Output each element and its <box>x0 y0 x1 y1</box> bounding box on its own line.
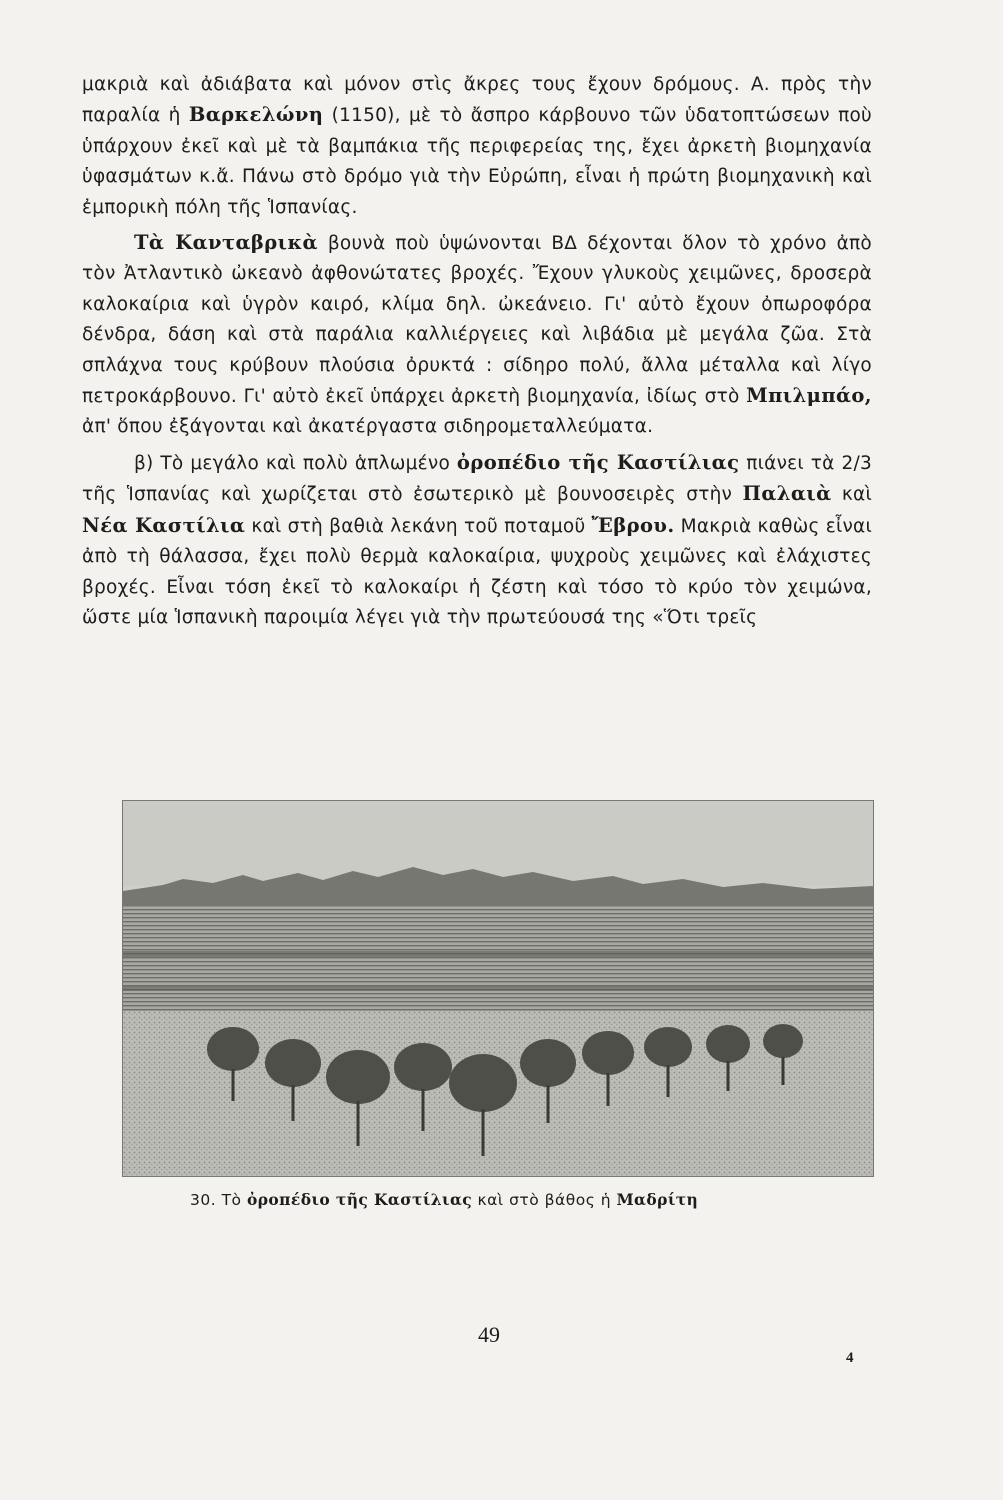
photo-caption: 30. Τὸ ὀροπέδιο τῆς Καστίλιας καὶ στὸ βάθος ἡ Μαδρίτη <box>190 1190 699 1209</box>
paragraph-cantabrian: Τὰ Κανταβρικὰ βουνὰ ποὺ ὑψώνονται ΒΔ δέχονται ὅλον τὸ χρόνο ἀπὸ τὸν Ἀτλαντικὸ ὠκεανὸ ἀφθονώτατες βροχές. Ἔχουν γλυκοὺς χειμῶνες, δροσερὰ καλοκαίρια καὶ ὑγρὸν καιρό, κλίμα δηλ. ὠκεάνειο. Γι' αὐτὸ ἔχουν ὀπωροφόρα δένδρα, δάση καὶ στὰ παράλια καλλιέργειες καὶ λιβάδια μὲ μεγάλα ζῶα. Στὰ σπλάχνα τους κρύβουν πλούσια ὀρυκτά : σίδηρο πολύ, ἄλλα μέταλλα καὶ λίγο πετροκάρβουνο. Γι' αὐτὸ ἐκεῖ ὑπάρχει ἀρκετὴ βιομηχανία, ἰδίως στὸ Μπιλμπάο, ἀπ' ὅπου ἐξάγονται καὶ ἀκατέργαστα σιδηρομεταλλεύματα. <box>82 231 872 438</box>
body-text <box>82 70 872 633</box>
sky <box>123 801 873 886</box>
term-barcelona: Βαρκελώνη <box>188 103 324 127</box>
term-old-castile: Παλαιὰ <box>742 482 832 506</box>
castile-plateau-photo <box>122 800 874 1177</box>
term-ebro: Ἔβρου. <box>591 513 675 537</box>
paragraph-barcelona: μακριὰ καὶ ἀδιάβατα καὶ μόνον στὶς ἄκρες τους ἔχουν δρόμους. Α. πρὸς τὴν παραλία ἡ Βαρκελώνη (1150), μὲ τὸ ἄσπρο κάρβουνο τῶν ὑδατοπτώσεων ποὺ ὑπάρχουν ἐκεῖ καὶ μὲ τὰ βαμπάκια τῆς περιφερείας της, ἔχει ἀρκετὴ βιομηχανία ὑφασμάτων κ.ἄ. Πάνω στὸ δρόμο γιὰ τὴν Εὐρώπη, εἶναι ἡ πρώτη βιομηχανικὴ καὶ ἐμπορικὴ πόλη τῆς Ἱσπανίας. <box>82 74 872 218</box>
page-number: 49 <box>478 1322 500 1347</box>
term-bilbao: Μπιλμπάο, <box>746 384 872 408</box>
term-new-castile: Νέα Καστίλια <box>82 513 246 537</box>
caption-number: 30. <box>190 1191 217 1209</box>
caption-term-castile: ὀροπέδιο τῆς Καστίλιας <box>246 1190 473 1209</box>
caption-term-madrid: Μαδρίτη <box>616 1190 699 1209</box>
term-cantabrian-mountains: Τὰ Κανταβρικὰ <box>134 231 318 255</box>
term-castile-plateau: ὀροπέδιο τῆς Καστίλιας <box>456 450 740 474</box>
signature-mark: 4 <box>846 1350 854 1366</box>
plateau-fields <box>123 906 873 1016</box>
landscape-illustration <box>123 801 873 1176</box>
paragraph-castile-plateau: β) Τὸ μεγάλο καὶ πολὺ ἁπλωμένο ὀροπέδιο τῆς Καστίλιας πιάνει τὰ 2/3 τῆς Ἱσπανίας καὶ χωρίζεται στὸ ἐσωτερικὸ μὲ βουνοσειρὲς στὴν Παλαιὰ καὶ Νέα Καστίλια καὶ στὴ βαθιὰ λεκάνη τοῦ ποταμοῦ Ἔβρου. Μακριὰ καθὼς εἶναι ἀπὸ τὴ θάλασσα, ἔχει πολὺ θερμὰ καλοκαίρια, ψυχροὺς χειμῶνες καὶ ἐλάχιστες βροχές. Εἶναι τόση ἐκεῖ τὸ καλοκαίρι ἡ ζέστη καὶ τόσο τὸ κρύο τὸν χειμώνα, ὥστε μία Ἱσπανικὴ παροιμία λέγει γιὰ τὴν πρωτεύουσά της «Ὅτι τρεῖς <box>82 450 873 628</box>
